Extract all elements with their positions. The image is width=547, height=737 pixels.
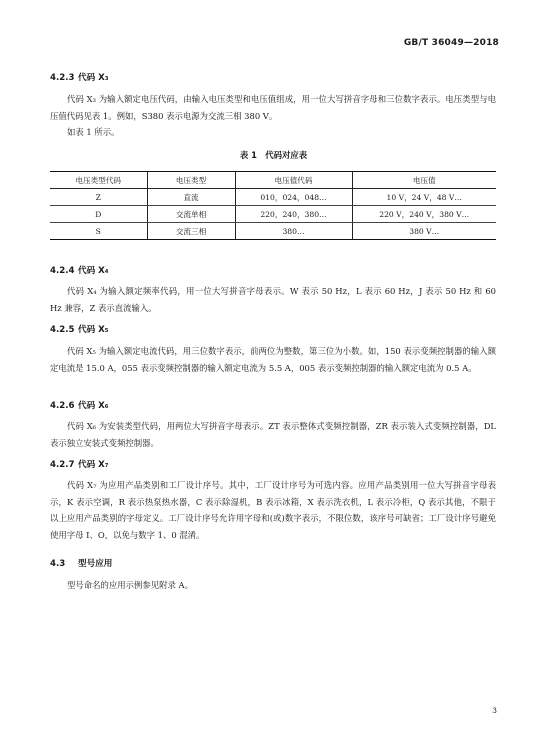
section-heading-4-2-4 <box>50 264 109 276</box>
section-heading-4-3 <box>50 557 112 569</box>
section-title: 代码 X₄ <box>78 266 109 276</box>
section-number: 4.2.5 <box>50 325 75 335</box>
table-header-row <box>50 172 496 189</box>
section-number: 4.2.3 <box>50 73 75 83</box>
table-cell: 交流三相 <box>147 223 235 240</box>
paragraph-4-2-5: 代码 X₅ 为输入额定电流代码，用三位数字表示，前两位为整数，第三位为小数。如，150 表示变频控制器的输入额定电流是 15.0 A，055 表示变频控制器的输入额定电流为 5.5 A，005 表示变频控制器的输入额定电流为 0.5 A。 <box>50 346 496 373</box>
table-cell: S <box>50 223 147 240</box>
table-caption: 表 1 代码对应表 <box>239 150 308 160</box>
section-heading-4-2-3 <box>50 71 109 83</box>
table-header-cell: 电压类型 <box>147 172 235 189</box>
section-heading-4-2-6 <box>50 399 109 411</box>
section-title: 代码 X₆ <box>78 401 109 411</box>
table-cell: 010，024，048… <box>235 189 352 206</box>
section-number: 4.2.7 <box>50 460 75 470</box>
paragraph-4-2-7: 代码 X₇ 为应用产品类别和工厂设计序号。其中，工厂设计序号为可选内容。应用产品类别用一位大写拼音字母表示，K 表示空调，R 表示热泵热水器，C 表示除湿机，B 表示冰箱，X 表示洗衣机，L 表示冷柜，Q 表示其他，不限于以上应用产品类别的字母定义。工厂设计序号允许用字母和(或)数字表示，不限位数，该序号可缺省；工厂设计序号避免使用字母 I、O，以免与数字 1、0 混淆。 <box>50 480 496 540</box>
table-cell: 直流 <box>147 189 235 206</box>
table-cell: 220，240，380… <box>235 206 352 223</box>
table-cell: 10 V，24 V，48 V… <box>352 189 496 206</box>
section-heading-4-2-5 <box>50 323 109 335</box>
section-title: 代码 X₅ <box>78 325 109 335</box>
voltage-code-table <box>50 171 496 240</box>
section-title: 型号应用 <box>78 559 113 569</box>
section-number: 4.3 <box>50 559 66 569</box>
table-header-cell: 电压值代码 <box>235 172 352 189</box>
table-row <box>50 189 496 206</box>
table-row <box>50 206 496 223</box>
paragraph-4-2-3: 代码 X₃ 为输入额定电压代码，由输入电压类型和电压值组成，用一位大写拼音字母和三位数字表示。电压类型与电压值代码见表 1。例如，S380 表示电源为交流三相 380 V。 <box>50 94 496 121</box>
table-cell: 交流单相 <box>147 206 235 223</box>
table-row <box>50 223 496 240</box>
section-heading-4-2-7 <box>50 458 109 470</box>
table-cell: 220 V，240 V，380 V… <box>352 206 496 223</box>
section-number: 4.2.6 <box>50 401 75 411</box>
table-header-cell: 电压类型代码 <box>50 172 147 189</box>
table-cell: Z <box>50 189 147 206</box>
table-cell: 380… <box>235 223 352 240</box>
page-number: 3 <box>492 706 497 715</box>
standard-code-header: GB/T 36049—2018 <box>403 38 499 48</box>
table-header-cell: 电压值 <box>352 172 496 189</box>
table-cell: D <box>50 206 147 223</box>
paragraph-4-2-4: 代码 X₄ 为输入额定频率代码，用一位大写拼音字母表示。W 表示 50 Hz，L 表示 60 Hz，J 表示 50 Hz 和 60 Hz 兼容，Z 表示直流输入。 <box>50 286 496 313</box>
section-title: 代码 X₃ <box>78 73 109 83</box>
section-title: 代码 X₇ <box>78 460 109 470</box>
paragraph-4-2-6: 代码 X₆ 为安装类型代码，用两位大写拼音字母表示。ZT 表示整体式变频控制器，ZR 表示装入式变频控制器，DL 表示独立安装式变频控制器。 <box>50 421 496 448</box>
table-cell: 380 V… <box>352 223 496 240</box>
section-number: 4.2.4 <box>50 266 75 276</box>
paragraph-4-2-3-note: 如表 1 所示。 <box>67 127 120 137</box>
paragraph-4-3: 型号命名的应用示例参见附录 A。 <box>67 580 193 590</box>
